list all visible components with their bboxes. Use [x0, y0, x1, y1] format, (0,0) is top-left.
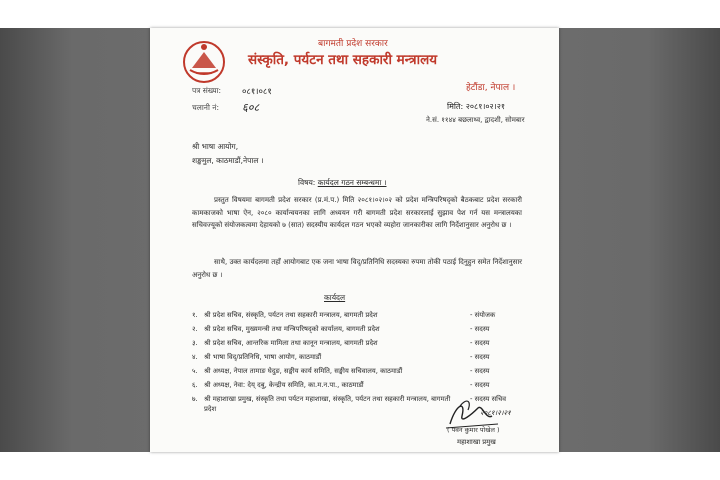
- signatory-title: महाशाखा प्रमुख: [457, 438, 496, 446]
- ministry-name: संस्कृति, पर्यटन तथा सहकारी मन्त्रालय: [248, 52, 438, 68]
- member-role: - सदस्य सचिव: [470, 395, 507, 403]
- subject-line: [298, 178, 386, 188]
- dispatch-number: ६०८: [242, 101, 260, 114]
- recipient-name: श्री भाषा आयोग,: [192, 142, 239, 151]
- member-description: श्री भाषा विद्/प्रतिनिधि, भाषा आयोग, काठमाडौं: [204, 353, 322, 361]
- signature-date: २०८१।२।२१: [480, 409, 511, 417]
- letter-date: मिति: २०८१।०२।२१: [447, 102, 506, 111]
- member-number: ४.: [192, 353, 198, 361]
- subject-label: विषय:: [298, 178, 316, 187]
- member-role: - सदस्य: [470, 381, 490, 389]
- member-role: - संयोजक: [470, 311, 496, 319]
- recipient-address: शङ्खमुल, काठमाडौं,नेपाल ।: [192, 156, 264, 165]
- member-description: श्री महाशाखा प्रमुख, संस्कृति तथा पर्यटन महाशाखा, संस्कृति, पर्यटन तथा सहकारी मन्त्रालय, बागमती प्रदेश: [204, 395, 451, 413]
- reference-number-label: पत्र संख्या:: [192, 86, 222, 95]
- member-description: श्री अध्यक्ष, नेपाल तामाङ घेदुङ, सङ्घीय कार्य समिति, सङ्घीय सचिवालय, काठमाडौं: [204, 367, 403, 375]
- member-description: श्री प्रदेश सचिव, आन्तरिक मामिला तथा कानून मन्त्रालय, बागमती प्रदेश: [204, 339, 378, 347]
- issuing-government: बागमती प्रदेश सरकार: [318, 39, 388, 49]
- office-location: हेटौंडा, नेपाल ।: [466, 83, 516, 93]
- signatory-name: ( पवन कुमार पोखेल ): [447, 426, 500, 434]
- body-paragraph-1: प्रस्तुत विषयमा बागमती प्रदेश सरकार (प्र.मं.प.) मिति २०८१।०२।०२ को प्रदेश मन्त्रिपरिषद्को बैठकबाट प्रदेश सरकारी कामकाजको भाषा ऐन, २०८० कार्यान्वयनका लागि अध्ययन गरी बागमती प्रदेश सरकारलाई सुझाव पेश गर्न यस मन्त्रालयका सचिवज्यूको संयोजकत्वमा देहायको ७ (सात) सदस्यीय कार्यदल गठन भएको व्यहोरा जानकारीका लागि निर्देशानुसार अनुरोध छ ।: [192, 196, 522, 229]
- subject-value: कार्यदल गठन सम्बन्धमा ।: [317, 178, 387, 187]
- member-number: १.: [192, 311, 198, 319]
- body-paragraph-2: साथै, उक्त कार्यदलमा तहाँ आयोगबाट एक जना भाषा विद्/प्रतिनिधि सदस्यका रुपमा तोकी पठाई दिनुहुन समेत निर्देशानुसार अनुरोध छ ।: [192, 258, 522, 279]
- member-number: ५.: [192, 367, 198, 375]
- member-role: - सदस्य: [470, 353, 490, 361]
- member-number: २.: [192, 325, 198, 333]
- member-number: ३.: [192, 339, 198, 347]
- member-description: श्री प्रदेश सचिव, मुख्यमन्त्री तथा मन्त्रिपरिषद्को कार्यालय, बागमती प्रदेश: [204, 325, 380, 333]
- member-description: श्री प्रदेश सचिव, संस्कृति, पर्यटन तथा सहकारी मन्त्रालय, बागमती प्रदेश: [204, 311, 378, 319]
- dispatch-number-label: चलानी नं:: [192, 103, 219, 112]
- member-role: - सदस्य: [470, 339, 490, 347]
- member-number: ६.: [192, 381, 198, 389]
- member-role: - सदस्य: [470, 367, 490, 375]
- member-description: श्री अध्यक्ष, नेवा: देय् दबु, केन्द्रीय समिति, का.म.न.पा., काठमाडौं: [204, 381, 364, 389]
- member-role: - सदस्य: [470, 325, 490, 333]
- reference-number: ०८१।०८१: [242, 87, 272, 97]
- nepal-sambat-date: ने.सं. ११४४ बछलाथ्व, द्वादशी, सोमबार: [426, 116, 525, 124]
- government-emblem-icon: [182, 40, 226, 84]
- committee-title: कार्यदल: [324, 293, 346, 302]
- member-number: ७.: [192, 395, 198, 403]
- letter-page: [150, 28, 559, 452]
